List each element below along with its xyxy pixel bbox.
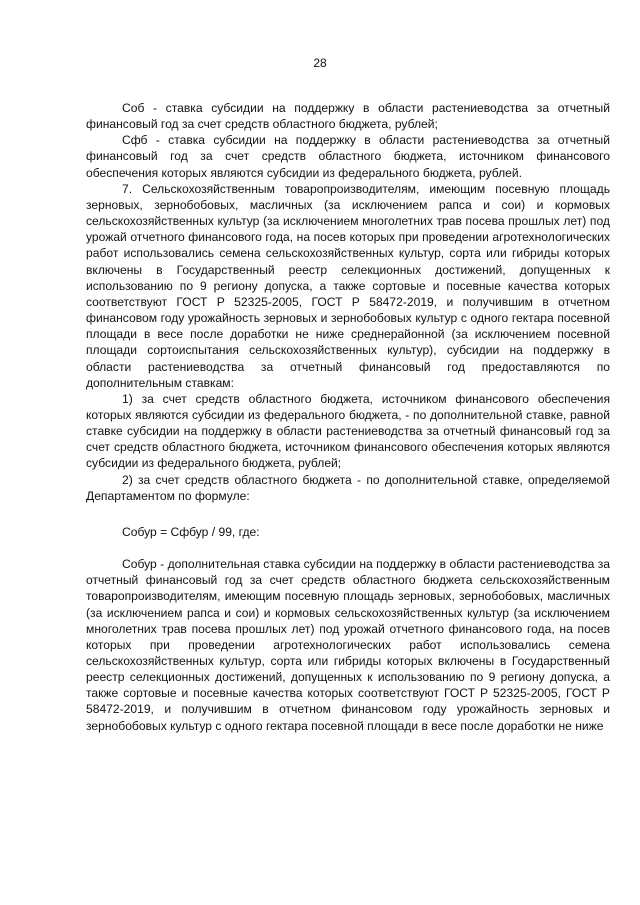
paragraph-sfb-definition: Сфб - ставка субсидии на поддержку в области растениеводства за отчетный финансовый год за счет средств областного бюджета, источником финансового обеспечения которых являются субсидии из федерального бюджета, рублей. <box>86 133 610 180</box>
paragraph-item-7: 7. Сельскохозяйственным товаропроизводителям, имеющим посевную площадь зерновых, зернобобовых, масличных (за исключением рапса и сои) и кормовых сельскохозяйственных культур (за исключением многолетних трав посева прошлых лет) под урожай отчетного финансового года, на посев которых при проведении агротехнологических работ использовались семена сельскохозяйственных культур, сорта или гибриды которых включены в Государственный реестр селекционных достижений, допущенных к использованию по 9 региону допуска, а также сортовые и посевные качества которых соответствуют ГОСТ Р 52325-2005, ГОСТ Р 58472-2019, и получившим в отчетном финансовом году урожайность зерновых и зернобобовых культур с одного гектара посевной площади в весе после доработки не ниже среднерайонной (за исключением посевной площади сортоиспытания сельскохозяйственных культур), субсидии на поддержку в области растениеводства за отчетный финансовый год предоставляются по дополнительным ставкам: <box>86 181 610 390</box>
paragraph-sobur-definition: Собур - дополнительная ставка субсидии на поддержку в области растениеводства за отчетный финансовый год за счет средств областного бюджета сельскохозяйственным товаропроизводителям, имеющим посевную площадь зерновых, зернобобовых, масличных (за исключением рапса и сои) и кормовых сельскохозяйственных культур (за исключением многолетних трав посева прошлых лет) под урожай отчетного финансового года, на посев которых при проведении агротехнологических работ использовались семена сельскохозяйственных культур, сорта или гибриды которых включены в Государственный реестр селекционных достижений, допущенных к использованию по 9 региону допуска, а также сортовые и посевные качества которых соответствуют ГОСТ Р 52325-2005, ГОСТ Р 58472-2019, и получившим в отчетном финансовом году урожайность зерновых и зернобобовых культур с одного гектара посевной площади в весе после доработки не ниже <box>86 557 610 733</box>
formula: Собур = Сфбур / 99, где: <box>122 524 260 539</box>
document-body <box>86 100 610 734</box>
page-number: 28 <box>313 56 327 70</box>
paragraph-subitem-1: 1) за счет средств областного бюджета, источником финансового обеспечения которых являются субсидии из федерального бюджета, - по дополнительной ставке, равной ставке субсидии на поддержку в области растениеводства за отчетный финансовый год за счет средств областного бюджета, источником финансового обеспечения которых являются субсидии из федерального бюджета, рублей; <box>86 391 610 471</box>
paragraph-subitem-2: 2) за счет средств областного бюджета - по дополнительной ставке, определяемой Департаментом по формуле: <box>86 472 610 503</box>
paragraph-sob-definition: Соб - ставка субсидии на поддержку в области растениеводства за отчетный финансовый год за счет средств областного бюджета, рублей; <box>86 101 610 132</box>
